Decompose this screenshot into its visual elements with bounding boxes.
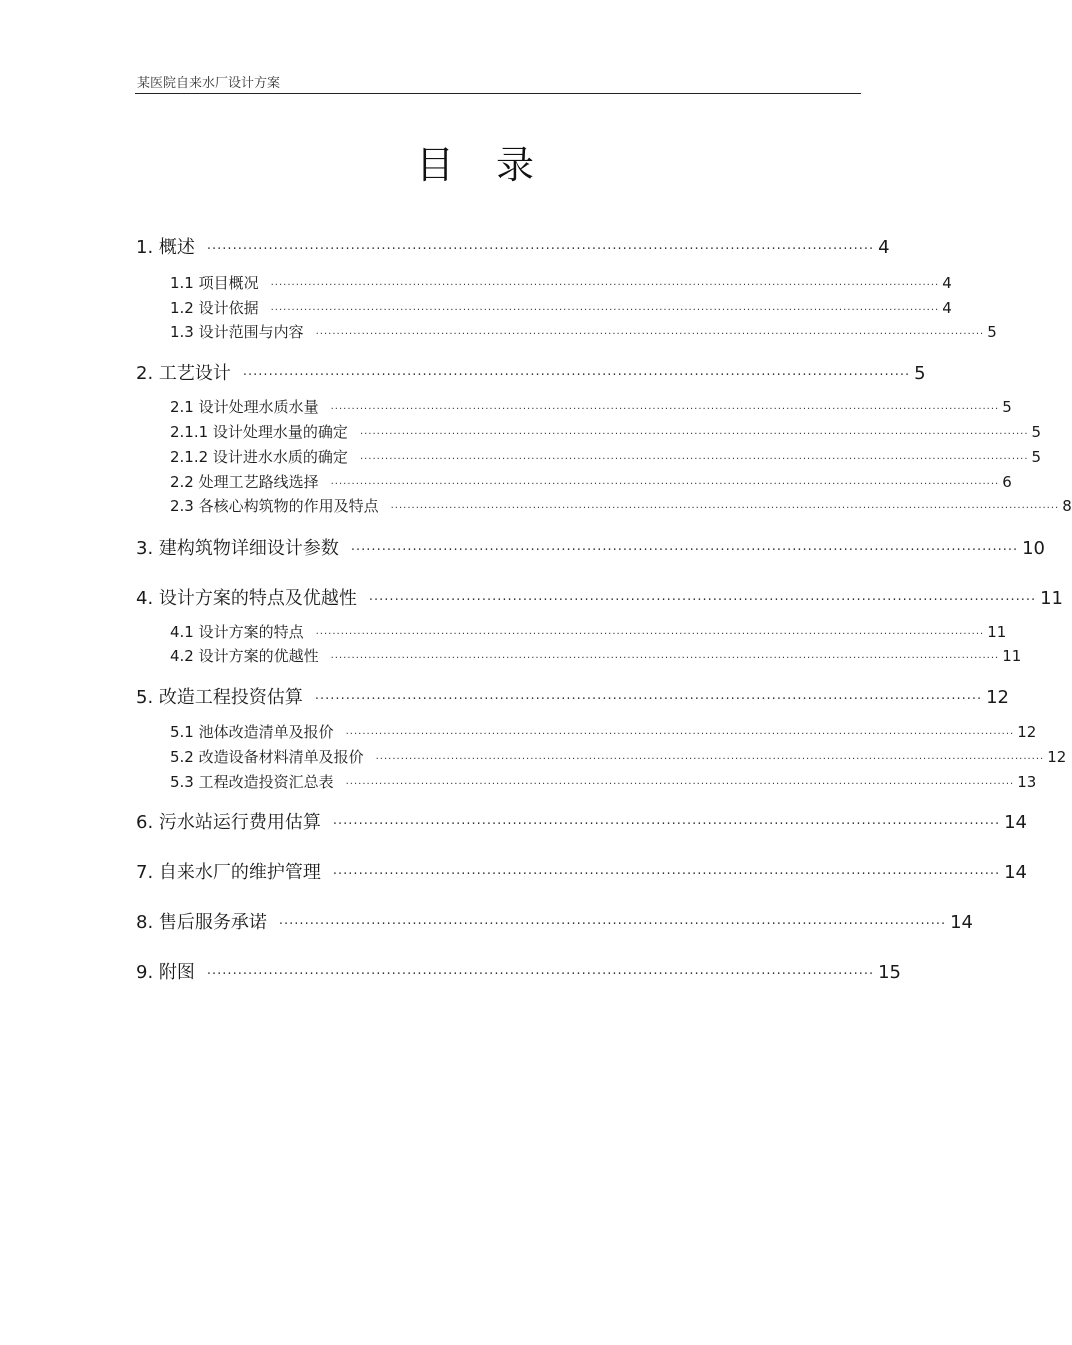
toc-entry-page: 10 — [1022, 538, 1046, 559]
toc-leader-dots: ································································································································································ — [330, 653, 1000, 664]
toc-leader-dots: ································································································································································ — [375, 754, 1045, 765]
toc-entry-page: 4 — [942, 299, 952, 317]
toc-entry[interactable] — [170, 721, 1037, 742]
toc-entry-label: 5. 改造工程投资估算 — [136, 687, 303, 708]
toc-entry[interactable] — [170, 471, 1012, 492]
toc-entry-page: 13 — [1017, 773, 1037, 791]
toc-entry[interactable] — [170, 746, 1067, 767]
toc-entry-page: 5 — [987, 323, 997, 341]
toc-entry[interactable] — [136, 683, 1010, 709]
toc-leader-dots: ·································································································································· — [206, 242, 875, 257]
toc-leader-dots: ································································································································································ — [330, 404, 1000, 415]
toc-entry-page: 12 — [986, 687, 1010, 708]
toc-entry-page: 8 — [1062, 497, 1072, 515]
toc-entry[interactable] — [136, 584, 1064, 610]
toc-entry-label: 2.1 设计处理水质水量 — [170, 398, 319, 416]
toc-leader-dots: ································································································································································ — [270, 280, 940, 291]
toc-entry[interactable] — [170, 645, 1022, 666]
toc-entry-page: 4 — [942, 274, 952, 292]
toc-entry-page: 5 — [914, 363, 926, 384]
toc-entry-page: 11 — [1002, 647, 1022, 665]
toc-leader-dots: ································································································································································ — [315, 329, 985, 340]
toc-entry-label: 4.1 设计方案的特点 — [170, 623, 304, 641]
toc-entry[interactable] — [136, 808, 1028, 834]
toc-entry[interactable] — [170, 771, 1037, 792]
toc-entry[interactable] — [136, 534, 1046, 560]
toc-leader-dots: ································································································································································ — [330, 479, 1000, 490]
toc-entry-label: 5.2 改造设备材料清单及报价 — [170, 748, 364, 766]
toc-leader-dots: ································································································································································ — [359, 429, 1029, 440]
toc-entry-page: 4 — [878, 237, 890, 258]
toc-entry-page: 15 — [878, 962, 902, 983]
toc-leader-dots: ································································································································································ — [315, 629, 985, 640]
toc-entry[interactable] — [170, 321, 997, 342]
toc-leader-dots: ·································································································································· — [314, 692, 983, 707]
toc-entry[interactable] — [170, 495, 1072, 516]
toc-leader-dots: ·································································································································· — [350, 543, 1019, 558]
toc-leader-dots: ·································································································································· — [332, 817, 1001, 832]
toc-entry[interactable] — [170, 621, 1007, 642]
toc-entry-label: 7. 自来水厂的维护管理 — [136, 862, 321, 883]
toc-entry-page: 12 — [1047, 748, 1067, 766]
toc-entry-label: 9. 附图 — [136, 962, 195, 983]
toc-leader-dots: ·································································································································· — [332, 867, 1001, 882]
toc-entry-page: 5 — [1002, 398, 1012, 416]
toc-entry[interactable] — [170, 421, 1042, 442]
toc-entry-label: 1.1 项目概况 — [170, 274, 259, 292]
toc-leader-dots: ·································································································································· — [206, 967, 875, 982]
toc-entry-label: 2.2 处理工艺路线选择 — [170, 473, 319, 491]
toc-entry-label: 2.1.1 设计处理水量的确定 — [170, 423, 348, 441]
toc-entry-label: 2.1.2 设计进水水质的确定 — [170, 448, 348, 466]
toc-entry-label: 3. 建构筑物详细设计参数 — [136, 538, 339, 559]
toc-entry-label: 2.3 各核心构筑物的作用及特点 — [170, 497, 379, 515]
toc-entry-label: 5.3 工程改造投资汇总表 — [170, 773, 334, 791]
toc-entry-label: 2. 工艺设计 — [136, 363, 231, 384]
toc-leader-dots: ································································································································································ — [390, 503, 1060, 514]
toc-entry[interactable] — [170, 446, 1042, 467]
toc-entry-label: 4.2 设计方案的优越性 — [170, 647, 319, 665]
toc-entry-label: 1. 概述 — [136, 237, 195, 258]
toc-entry-label: 4. 设计方案的特点及优越性 — [136, 588, 357, 609]
toc-entry-page: 6 — [1002, 473, 1012, 491]
toc-entry-page: 5 — [1031, 423, 1042, 441]
toc-entry[interactable] — [136, 233, 890, 259]
toc-leader-dots: ································································································································································ — [359, 454, 1029, 465]
toc-entry[interactable] — [170, 396, 1012, 417]
toc-leader-dots: ·································································································································· — [278, 917, 947, 932]
toc-entry-label: 6. 污水站运行费用估算 — [136, 812, 321, 833]
toc-leader-dots: ································································································································································ — [345, 779, 1015, 790]
toc-entry-page: 11 — [1040, 588, 1064, 609]
toc-entry-label: 5.1 池体改造清单及报价 — [170, 723, 334, 741]
toc-entry-label: 8. 售后服务承诺 — [136, 912, 267, 933]
toc-entry-page: 14 — [1004, 862, 1028, 883]
toc-leader-dots: ································································································································································ — [345, 729, 1015, 740]
toc-entry[interactable] — [136, 908, 974, 934]
toc-entry-page: 11 — [987, 623, 1007, 641]
toc-leader-dots: ·································································································································· — [242, 368, 911, 383]
running-header: 某医院自来水厂设计方案 — [137, 76, 281, 91]
toc-entry-page: 5 — [1031, 448, 1042, 466]
toc-leader-dots: ································································································································································ — [270, 305, 940, 316]
toc-entry-page: 14 — [950, 912, 974, 933]
toc-entry-label: 1.3 设计范围与内容 — [170, 323, 304, 341]
toc-leader-dots: ·································································································································· — [368, 593, 1037, 608]
toc-entry[interactable] — [170, 272, 952, 293]
toc-entry-page: 12 — [1017, 723, 1037, 741]
toc-entry[interactable] — [136, 958, 902, 984]
toc-entry[interactable] — [136, 858, 1028, 884]
toc-entry-page: 14 — [1004, 812, 1028, 833]
toc-title: 目录 — [415, 143, 576, 187]
toc-entry[interactable] — [170, 297, 952, 318]
toc-entry-label: 1.2 设计依据 — [170, 299, 259, 317]
toc-entry[interactable] — [136, 359, 926, 385]
